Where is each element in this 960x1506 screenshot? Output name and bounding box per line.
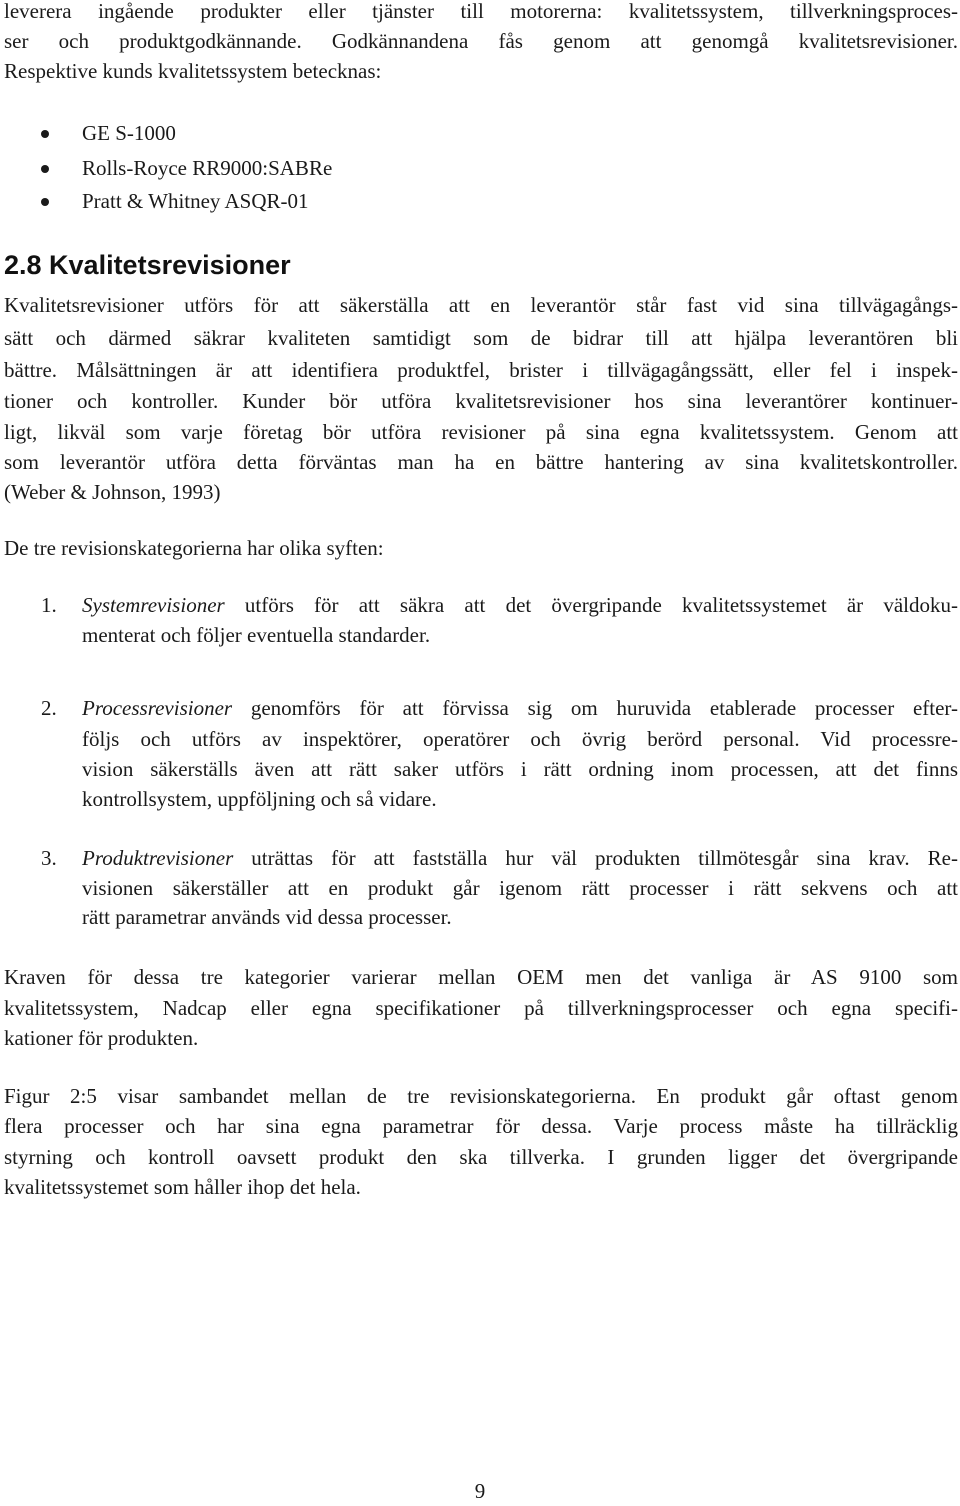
list-number-3: 3. [41,846,57,870]
bullet-item-3: Pratt & Whitney ASQR-01 [82,189,309,213]
list-item-2-line-2: följs och utförs av inspektörer, operatörer och övrig berörd personal. Vid processre- [82,727,958,751]
list-item-1-line-2: menterat och följer eventuella standarder. [82,623,431,647]
para4-line-1: Figur 2:5 visar sambandet mellan de tre revisionskategorierna. En produkt går oftast genom [4,1084,958,1108]
para4-line-4: kvalitetssystemet som håller ihop det hela. [4,1175,361,1199]
bullet-icon [41,198,49,206]
list-item-2-line-1 [82,693,958,723]
list-item-3-line-3: rätt parametrar används vid dessa processer. [82,905,452,929]
para4-line-2: flera processer och har sina egna parametrar för dessa. Varje process måste ha tillräcklig [4,1114,958,1138]
para3-line-3: kationer för produkten. [4,1026,199,1050]
bullet-item-1: GE S-1000 [82,121,176,145]
list-item-3-line-1 [82,843,958,873]
para1-line-3: bättre. Målsättningen är att identifiera produktfel, brister i tillvägagångssätt, eller fel i inspek- [4,358,958,382]
intro-line-3: Respektive kunds kvalitetssystem betecknas: [4,59,382,83]
bullet-item-2: Rolls-Royce RR9000:SABRe [82,156,333,180]
para1-line-4: tioner och kontroller. Kunder bör utföra kvalitetsrevisioner hos sina leverantörer kontinuer- [4,389,958,413]
section-heading: 2.8 Kvalitetsrevisioner [4,250,291,280]
list-item-1-term: Systemrevisioner [82,593,225,617]
bullet-icon [41,165,49,173]
list-item-2-text: genomförs för att förvissa sig om huruvida etablerade processer efter- [232,696,958,720]
list-item-1-text: utförs för att säkra att det övergripande kvalitetssystemet är väldoku- [224,593,958,617]
para1-line-2: sätt och därmed säkrar kvaliteten samtidigt som de bidrar till att hjälpa leverantören bli [4,326,958,350]
para1-line-6: som leverantör utföra detta förväntas man ha en bättre hantering av sina kvalitetskontroller. [4,450,958,474]
intro-line-1: leverera ingående produkter eller tjänster till motorerna: kvalitetssystem, tillverkningsproces- [4,0,958,23]
para3-line-1: Kraven för dessa tre kategorier varierar mellan OEM men det vanliga är AS 9100 som [4,965,958,989]
list-item-3-term: Produktrevisioner [82,846,234,870]
list-number-2: 2. [41,696,57,720]
page-number: 9 [474,1479,486,1503]
list-number-1: 1. [41,593,57,617]
para1-line-5: ligt, likväl som varje företag bör utföra revisioner på sina egna kvalitetssystem. Genom att [4,420,958,444]
list-item-1-line-1 [82,590,958,620]
para4-line-3: styrning och kontroll oavsett produkt den ska tillverka. I grunden ligger det övergripande [4,1145,958,1169]
list-item-2-line-4: kontrollsystem, uppföljning och så vidare. [82,787,437,811]
bullet-icon [41,130,49,138]
intro-line-2: ser och produktgodkännande. Godkännandena fås genom att genomgå kvalitetsrevisioner. [4,29,958,53]
list-item-2-line-3: vision säkerställs även att rätt saker utförs i rätt ordning inom processen, att det finns [82,757,958,781]
para3-line-2: kvalitetssystem, Nadcap eller egna specifikationer på tillverkningsprocesser och egna specifi- [4,996,958,1020]
para1-line-7: (Weber & Johnson, 1993) [4,480,221,504]
list-item-3-line-2: visionen säkerställer att en produkt går igenom rätt processer i rätt sekvens och att [82,876,958,900]
list-item-3-text: uträttas för att fastställa hur väl produkten tillmötesgår sina krav. Re- [233,846,958,870]
para2-line: De tre revisionskategorierna har olika syften: [4,536,384,560]
para1-line-1: Kvalitetsrevisioner utförs för att säkerställa att en leverantör står fast vid sina tillvägagångs- [4,293,958,317]
list-item-2-term: Processrevisioner [82,696,233,720]
